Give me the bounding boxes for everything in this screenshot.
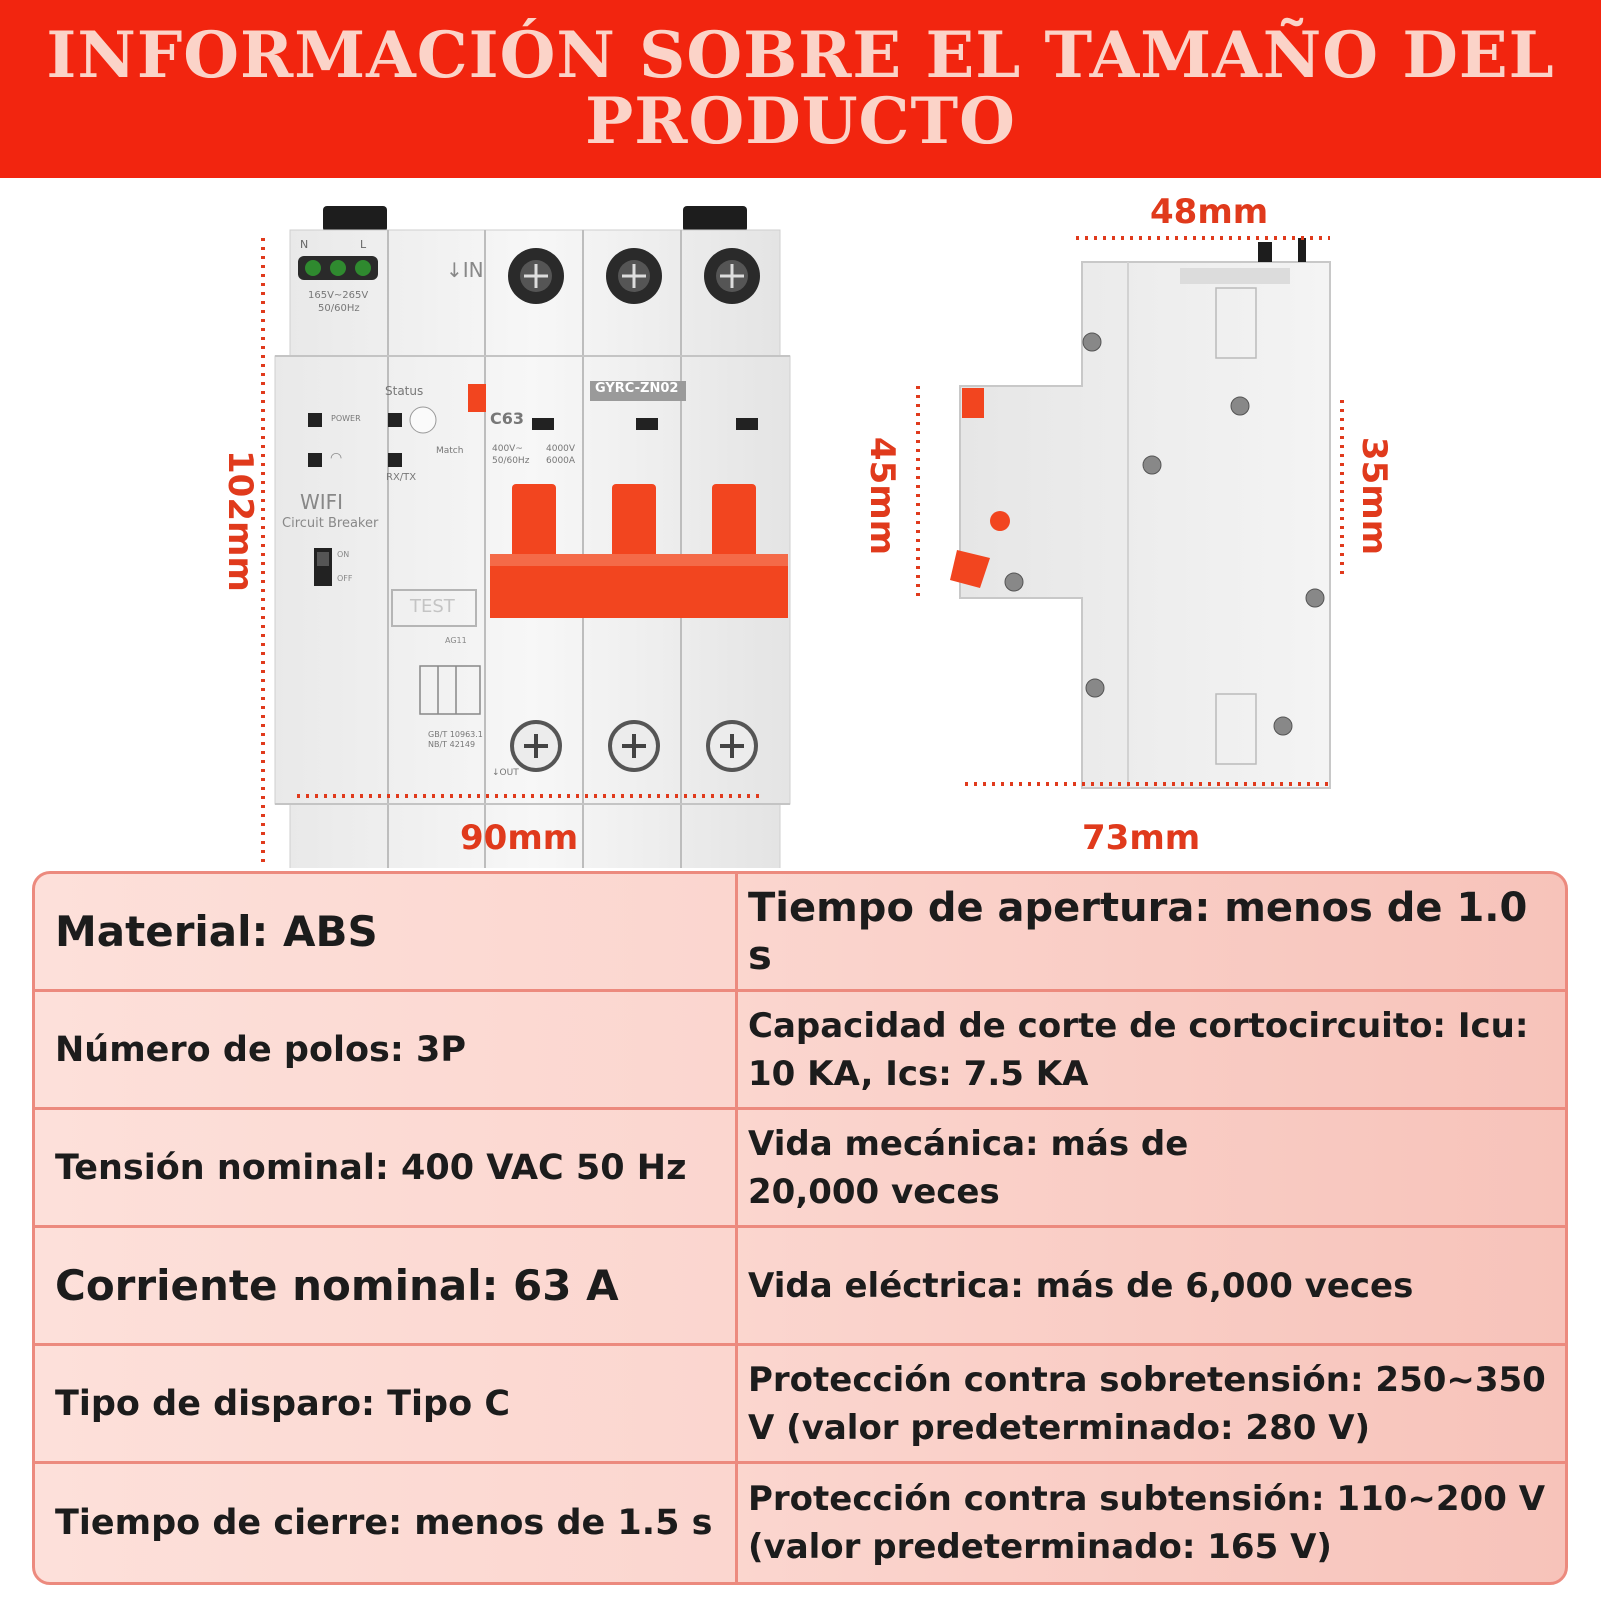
product-figure (0, 178, 1601, 868)
specifications-table (32, 871, 1568, 1585)
din-clip (323, 206, 387, 232)
table-row (35, 1464, 1565, 1582)
ag-label: AG11 (445, 636, 467, 645)
spec-small-3: 4000V (546, 444, 576, 454)
out-label: ↓OUT (492, 768, 519, 778)
std-label-2: NB/T 42149 (428, 740, 476, 749)
side-top-width-dimension: 48mm (1150, 192, 1269, 232)
screw-terminal (606, 248, 662, 304)
model-label: GYRC-ZN02 (595, 381, 679, 396)
on-label: ON (337, 550, 350, 559)
spec-electrical-life: Vida eléctrica: más de 6,000 veces (735, 1228, 1565, 1343)
screw-terminal (708, 722, 756, 770)
spec-small-2: 50/60Hz (492, 456, 530, 466)
brand-line-1: WIFI (300, 490, 344, 514)
off-label: OFF (337, 574, 353, 583)
din-clip (683, 206, 747, 232)
breaker-handle[interactable] (490, 484, 788, 618)
screw-terminal (610, 722, 658, 770)
spec-material: Material: ABS (55, 907, 378, 956)
rxtx-label: RX/TX (386, 472, 417, 483)
spec-small-1: 400V~ (492, 444, 523, 454)
spec-breaking-capacity: Capacidad de corte de cortocircuito: Icu: 10 KA, Ics: 7.5 KA (735, 992, 1565, 1107)
front-width-dimension: 90mm (460, 818, 579, 858)
spec-small-4: 6000A (546, 456, 576, 466)
spec-overvoltage: Protección contra sobretensión: 250~350 V (valor predeterminado: 280 V) (735, 1346, 1565, 1461)
table-row (35, 1228, 1565, 1346)
std-label-1: GB/T 10963.1 (428, 730, 483, 739)
screw-terminal (704, 248, 760, 304)
front-height-dimension: 102mm (220, 450, 260, 592)
table-row (35, 992, 1565, 1110)
rating-label: C63 (490, 409, 525, 428)
screw-terminal (512, 722, 560, 770)
side-right-height-dimension: 35mm (1354, 436, 1394, 556)
test-button[interactable]: TEST (410, 596, 455, 617)
freq-label: 50/60Hz (318, 303, 360, 314)
terminal-n-label: N (300, 238, 309, 251)
spec-closing-time: Tiempo de cierre: menos de 1.5 s (55, 1503, 713, 1543)
screw-terminal (508, 248, 564, 304)
brand-line-2: Circuit Breaker (282, 516, 379, 531)
side-left-height-dimension: 45mm (862, 436, 902, 556)
terminal-l-label: L (360, 238, 367, 251)
spec-rated-current: Corriente nominal: 63 A (55, 1261, 619, 1310)
spec-rated-voltage: Tensión nominal: 400 VAC 50 Hz (55, 1147, 687, 1188)
voltage-label: 165V~265V (308, 290, 369, 301)
side-bottom-width-dimension: 73mm (1082, 818, 1201, 858)
table-row (35, 874, 1565, 992)
match-label: Match (436, 446, 464, 456)
page-title-line-1: INFORMACIÓN SOBRE EL TAMAÑO DEL (46, 18, 1555, 93)
spec-poles: Número de polos: 3P (55, 1029, 467, 1070)
spec-opening-time: Tiempo de apertura: menos de 1.0 s (735, 874, 1565, 989)
in-label: ↓IN (446, 258, 484, 282)
side-view (918, 238, 1342, 788)
spec-undervoltage: Protección contra subtensión: 110~200 V (valor predeterminado: 165 V) (735, 1464, 1565, 1582)
table-row (35, 1346, 1565, 1464)
power-label: POWER (331, 414, 361, 423)
title-banner (0, 0, 1601, 178)
page-title-line-2: PRODUCTO (585, 84, 1016, 159)
spec-mechanical-life: Vida mecánica: más de 20,000 veces (735, 1110, 1565, 1225)
table-row (35, 1110, 1565, 1228)
spec-trip-type: Tipo de disparo: Tipo C (55, 1383, 511, 1424)
status-label: Status (385, 384, 424, 398)
wifi-icon: ◠ (330, 450, 343, 466)
